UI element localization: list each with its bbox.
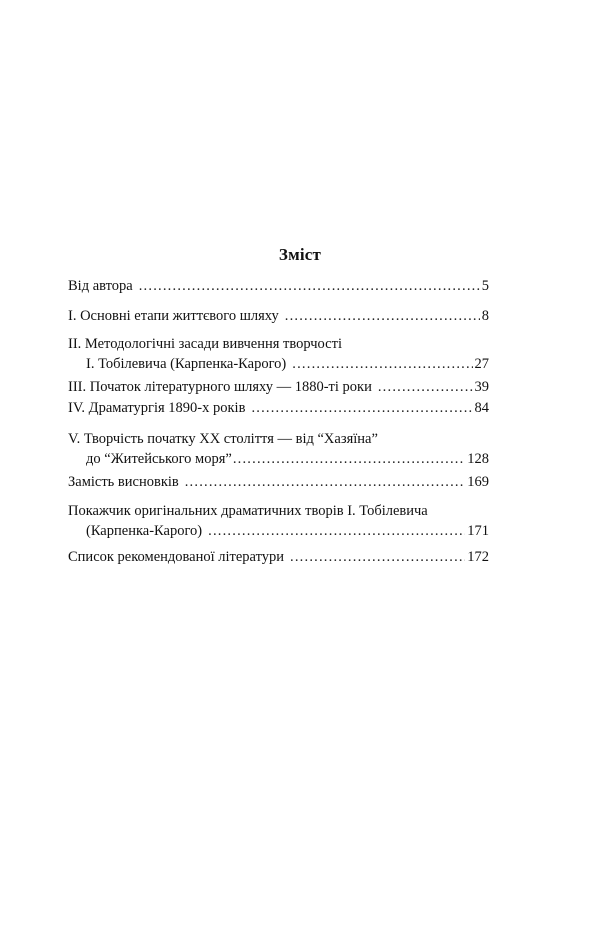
dot-leader xyxy=(251,398,472,418)
toc-entry-label: І. Тобілевича (Карпенка-Карого) xyxy=(86,356,287,372)
toc-entry-page: 169 xyxy=(467,474,489,490)
toc-entry xyxy=(68,398,489,418)
toc-entry xyxy=(68,501,489,541)
toc-entry-page: 27 xyxy=(474,356,489,372)
toc-entry xyxy=(68,306,489,326)
toc-entry-label: Від автора xyxy=(68,278,133,294)
dot-leader xyxy=(292,354,472,374)
dot-leader xyxy=(378,377,473,397)
toc-entry-page: 172 xyxy=(467,549,489,565)
toc-entry-page: 84 xyxy=(474,400,489,416)
toc-entry-label-line1: V. Творчість початку ХХ століття — від “Хазяїна” xyxy=(68,431,378,447)
dot-leader xyxy=(139,276,480,296)
dot-leader xyxy=(208,521,465,541)
toc-entry-label: IV. Драматургія 1890-х років xyxy=(68,400,246,416)
toc-entry-label: до “Житейського моря” xyxy=(86,451,232,467)
toc-entry-page: 5 xyxy=(481,278,489,294)
toc-title: Зміст xyxy=(278,245,322,264)
toc-entry xyxy=(68,276,489,296)
dot-leader xyxy=(185,472,466,492)
dot-leader xyxy=(233,449,465,469)
toc-entry xyxy=(68,377,489,397)
toc-entry xyxy=(68,547,489,567)
toc-entry-label: ІІІ. Початок літературного шляху — 1880-ті роки xyxy=(68,379,372,395)
toc-entry-label: Список рекомендованої літератури xyxy=(68,549,285,565)
toc-entry xyxy=(68,334,489,374)
toc-entry-label-line1: Покажчик оригінальних драматичних творів І. Тобілевича xyxy=(68,503,428,519)
toc-entry-label-line1: ІІ. Методологічні засади вивчення творчості xyxy=(68,336,342,352)
toc-entry-label: (Карпенка-Карого) xyxy=(86,523,203,539)
toc-entry-page: 8 xyxy=(481,308,489,324)
toc-entry xyxy=(68,429,489,469)
toc-entry xyxy=(68,472,489,492)
dot-leader xyxy=(290,547,465,567)
toc-entry-page: 128 xyxy=(467,451,489,467)
dot-leader xyxy=(285,306,480,326)
toc-entry-label: І. Основні етапи життєвого шляху xyxy=(68,308,279,324)
toc-entry-label: Замість висновків xyxy=(68,474,179,490)
toc-entry-page: 171 xyxy=(467,523,489,539)
toc-entry-page: 39 xyxy=(474,379,489,395)
